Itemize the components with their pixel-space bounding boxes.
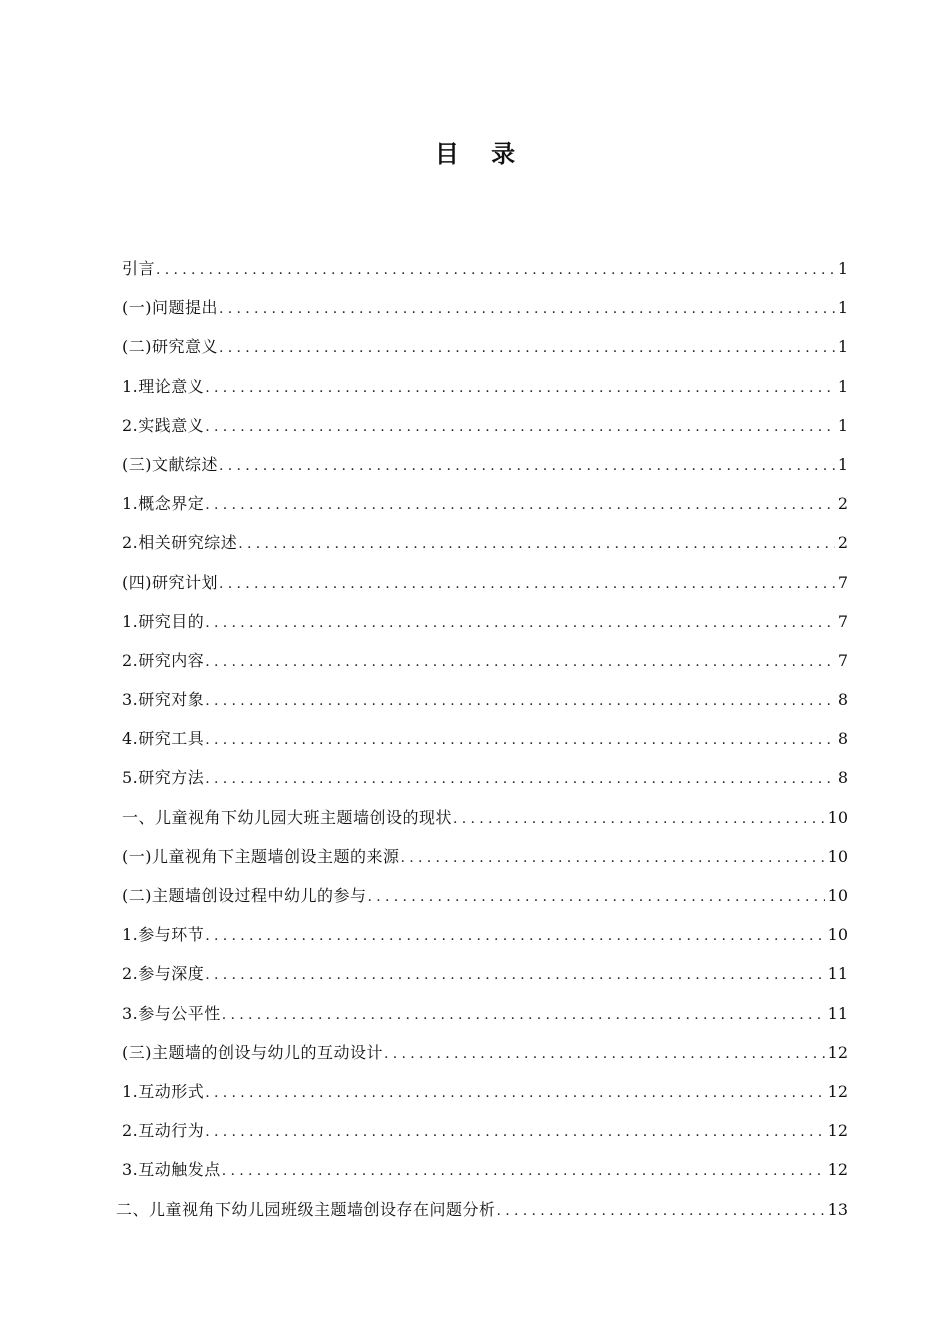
toc-entry-page-number: 8 — [837, 690, 848, 710]
toc-dot-leader — [368, 884, 825, 910]
toc-dot-leader — [205, 727, 835, 753]
toc-entry[interactable] — [116, 1197, 848, 1236]
toc-entry-page-number: 7 — [837, 611, 848, 631]
toc-entry-title: (一)问题提出 — [122, 298, 218, 318]
toc-entry[interactable] — [122, 765, 848, 804]
toc-dot-leader — [219, 296, 835, 322]
toc-dot-leader — [205, 492, 835, 518]
toc-entry-page-number: 2 — [837, 533, 848, 553]
toc-dot-leader — [453, 806, 825, 832]
toc-dot-leader — [497, 1198, 825, 1224]
toc-entry-page-number: 1 — [837, 337, 848, 357]
toc-entry-page-number: 1 — [837, 376, 848, 396]
toc-dot-leader — [205, 610, 835, 636]
toc-entry[interactable] — [122, 570, 848, 609]
toc-entry[interactable] — [122, 1001, 848, 1040]
toc-entry[interactable] — [122, 609, 848, 648]
toc-dot-leader — [238, 531, 835, 557]
toc-entry[interactable] — [122, 1079, 848, 1118]
toc-entry-title: 1.互动形式 — [122, 1081, 205, 1101]
toc-entry-title: 一、儿童视角下幼儿园大班主题墙创设的现状 — [122, 807, 453, 827]
toc-dot-leader — [222, 1002, 825, 1028]
toc-entry[interactable] — [122, 844, 848, 883]
toc-entry-title: 引言 — [122, 259, 156, 278]
toc-entry-title: (四)研究计划 — [122, 572, 218, 592]
toc-entry[interactable] — [122, 922, 848, 961]
toc-dot-leader — [205, 923, 824, 949]
toc-entry-page-number: 10 — [827, 925, 848, 945]
toc-entry-page-number: 1 — [837, 259, 848, 278]
toc-dot-leader — [219, 453, 835, 479]
toc-entry-page-number: 11 — [827, 964, 848, 984]
toc-dot-leader — [219, 571, 835, 597]
toc-entry-title: (二)主题墙创设过程中幼儿的参与 — [122, 886, 367, 905]
toc-entry-page-number: 10 — [827, 807, 848, 827]
toc-entry-title: 1.概念界定 — [122, 494, 205, 514]
toc-entry-title: 1.研究目的 — [122, 611, 205, 631]
toc-entry-page-number: 12 — [827, 1081, 848, 1101]
toc-dot-leader — [156, 257, 835, 283]
toc-entry-title: (二)研究意义 — [122, 337, 218, 357]
toc-entry-page-number: 12 — [827, 1042, 848, 1062]
toc-dot-leader — [205, 688, 835, 714]
toc-entry[interactable] — [122, 805, 848, 844]
toc-entry-page-number: 1 — [837, 454, 848, 474]
toc-entry-page-number: 8 — [837, 768, 848, 788]
toc-entry-page-number: 11 — [827, 1003, 848, 1023]
toc-entry[interactable] — [122, 1157, 848, 1196]
toc-entry-title: 3.研究对象 — [122, 690, 205, 710]
toc-entry[interactable] — [122, 530, 848, 569]
toc-dot-leader — [205, 1119, 824, 1145]
toc-entry[interactable] — [122, 334, 848, 373]
toc-dot-leader — [219, 335, 835, 361]
toc-dot-leader — [401, 845, 825, 871]
toc-entry-page-number: 7 — [837, 650, 848, 670]
toc-entry[interactable] — [122, 883, 848, 922]
toc-entry[interactable] — [122, 452, 848, 491]
toc-entry[interactable] — [122, 1040, 848, 1079]
toc-entry[interactable] — [122, 648, 848, 687]
toc-entry[interactable] — [122, 1118, 848, 1157]
toc-entry-page-number: 8 — [837, 729, 848, 749]
toc-entry-page-number: 1 — [837, 415, 848, 435]
toc-entry-title: 3.互动触发点 — [122, 1160, 221, 1180]
toc-entry[interactable] — [122, 256, 848, 295]
toc-entry[interactable] — [122, 413, 848, 452]
toc-entry[interactable] — [122, 961, 848, 1000]
toc-entry-title: 1.理论意义 — [122, 376, 205, 396]
toc-entry-page-number: 12 — [827, 1121, 848, 1141]
toc-entry-title: 2.参与深度 — [122, 964, 205, 984]
toc-dot-leader — [205, 649, 835, 675]
toc-entry-title: 2.研究内容 — [122, 650, 205, 670]
toc-entry-title: 2.相关研究综述 — [122, 533, 238, 553]
toc-dot-leader — [222, 1158, 825, 1184]
toc-entry-title: 二、儿童视角下幼儿园班级主题墙创设存在问题分析 — [116, 1199, 496, 1219]
toc-entry-page-number: 7 — [837, 572, 848, 592]
toc-dot-leader — [205, 375, 835, 401]
toc-entry-title: 2.实践意义 — [122, 415, 205, 435]
toc-entry-title: 2.互动行为 — [122, 1121, 205, 1141]
toc-dot-leader — [384, 1041, 825, 1067]
toc-entry[interactable] — [122, 491, 848, 530]
toc-entry-title: (一)儿童视角下主题墙创设主题的来源 — [122, 846, 400, 866]
toc-entry-title: (三)主题墙的创设与幼儿的互动设计 — [122, 1042, 383, 1062]
toc-list — [116, 256, 848, 1236]
toc-entry-page-number: 13 — [827, 1199, 848, 1219]
toc-entry-page-number: 2 — [837, 494, 848, 514]
toc-entry[interactable] — [122, 726, 848, 765]
toc-entry-title: 4.研究工具 — [122, 729, 205, 749]
toc-dot-leader — [205, 1080, 824, 1106]
toc-entry-title: 5.研究方法 — [122, 768, 205, 788]
toc-title: 目 录 — [434, 140, 528, 168]
toc-entry[interactable] — [122, 295, 848, 334]
toc-entry[interactable] — [122, 687, 848, 726]
toc-dot-leader — [205, 414, 835, 440]
toc-entry-title: 1.参与环节 — [122, 925, 205, 945]
toc-entry-title: (三)文献综述 — [122, 454, 218, 474]
toc-dot-leader — [205, 962, 824, 988]
toc-dot-leader — [205, 766, 835, 792]
toc-entry-page-number: 10 — [827, 886, 848, 905]
toc-entry-page-number: 12 — [827, 1160, 848, 1180]
toc-entry[interactable] — [122, 374, 848, 413]
toc-entry-page-number: 1 — [837, 298, 848, 318]
toc-entry-page-number: 10 — [827, 846, 848, 866]
toc-entry-title: 3.参与公平性 — [122, 1003, 221, 1023]
